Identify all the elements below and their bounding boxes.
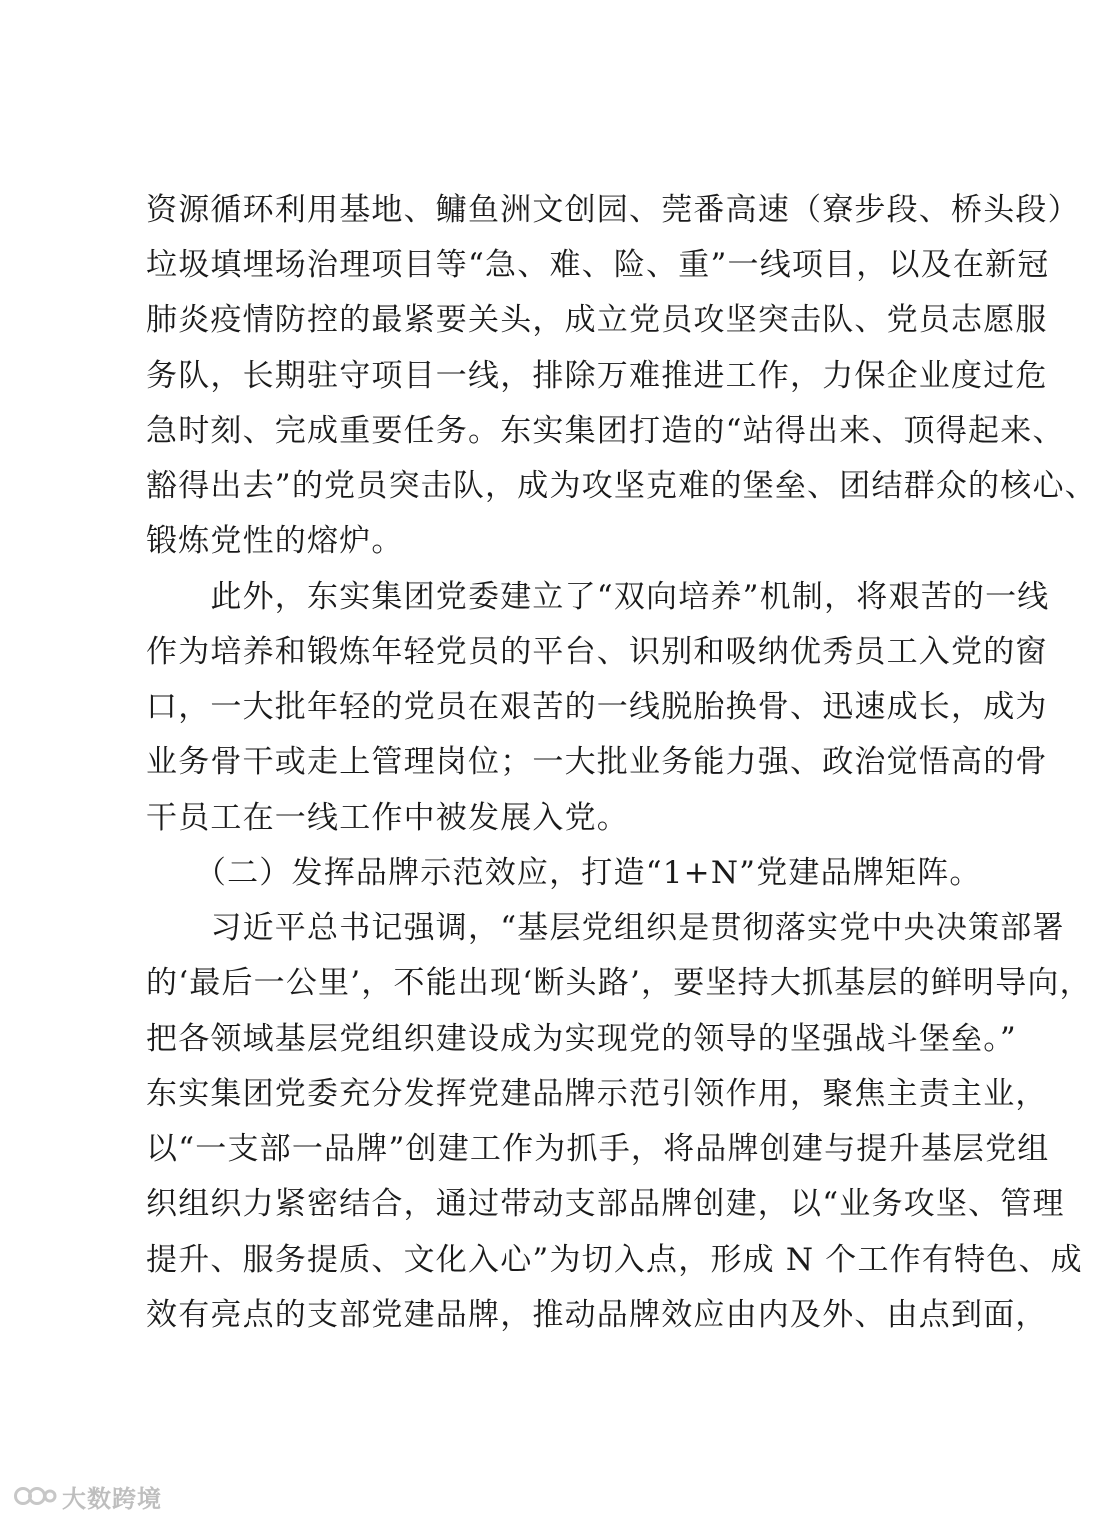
watermark [12,1478,162,1514]
text-line-11: 业务骨干或走上管理岗位；一大批业务能力强、政治觉悟高的骨 [146,744,1048,780]
text-line-2: 垃圾填埋场治理项目等“急、难、险、重”一线项目，以及在新冠 [146,247,1050,283]
text-line-7: 锻炼党性的熔炉。 [146,523,404,559]
text-line-14: 习近平总书记强调，“基层党组织是贯彻落实党中央决策部署 [146,910,1065,946]
text-line-1: 资源循环利用基地、鳙鱼洲文创园、莞番高速（寮步段、桥头段） [146,192,1080,228]
text-line-19: 织组织力紧密结合，通过带动支部品牌创建，以“业务攻坚、管理 [146,1186,1065,1222]
text-line-12: 干员工在一线工作中被发展入党。 [146,800,629,836]
watermark-logo-icon [12,1483,58,1509]
text-line-3: 肺炎疫情防控的最紧要关头，成立党员攻坚突击队、党员志愿服 [146,302,1048,338]
text-line-15: 的‘最后一公里’，不能出现‘断头路’，要坚持大抓基层的鲜明导向， [146,965,1092,1001]
text-line-16: 把各领域基层党组织建设成为实现党的领导的坚强战斗堡垒。” [146,1021,1017,1057]
text-line-10: 口，一大批年轻的党员在艰苦的一线脱胎换骨、迅速成长，成为 [146,689,1048,725]
text-line-5: 急时刻、完成重要任务。东实集团打造的“站得出来、顶得起来、 [146,413,1065,449]
text-line-18: 以“一支部一品牌”创建工作为抓手，将品牌创建与提升基层党组 [146,1131,1050,1167]
section-heading: （二）发挥品牌示范效应，打造“1+N”党建品牌矩阵。 [146,855,982,891]
text-line-21: 效有亮点的支部党建品牌，推动品牌效应由内及外、由点到面， [146,1297,1048,1333]
text-line-6: 豁得出去”的党员突击队，成为攻坚克难的堡垒、团结群众的核心、 [146,468,1097,504]
text-line-8: 此外，东实集团党委建立了“双向培养”机制，将艰苦的一线 [146,579,1050,615]
watermark-text: 大数跨境 [62,1484,162,1513]
text-line-20: 提升、服务提质、文化入心”为切入点，形成 N 个工作有特色、成 [146,1242,1083,1278]
text-line-4: 务队，长期驻守项目一线，排除万难推进工作，力保企业度过危 [146,358,1048,394]
text-line-9: 作为培养和锻炼年轻党员的平台、识别和吸纳优秀员工入党的窗 [146,634,1048,670]
text-line-17: 东实集团党委充分发挥党建品牌示范引领作用，聚焦主责主业， [146,1076,1048,1112]
